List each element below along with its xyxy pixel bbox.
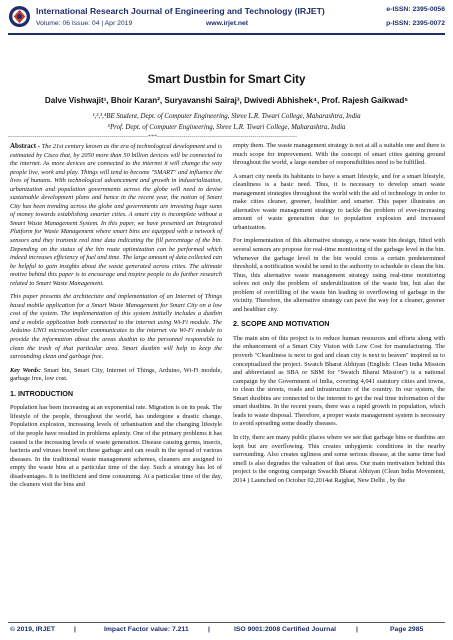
eissn: e-ISSN: 2395-0056 [386,6,445,13]
footer-separator: | [208,626,210,633]
abstract [10,142,222,288]
footer-page-number: Page 2985 [390,626,424,633]
paper-authors: Dalve Vishwajit¹, Bhoir Karan², Suryavanshi Sairaj³, Dwivedi Abhishek⁴, Prof. Rajesh Gaikwad⁵ [44,96,409,105]
body-paragraph-5: In city, there are many public places where we see that garbage bins or dustbins are kept but are overflowing. This creates unhygienic conditions in the nearby surrounding. Also creates ugliness and some serious disease, at the same time bad smell is also degrades the valuation of that area. Our main motivation behind this project is the ongoing campaign Swachh Bharat Abhiyan (Clean India Movement, 2014 ) Launched on October 02,2014at Rajghat, New Delhi , by the [233,433,445,484]
volume-info: Volume: 06 Issue: 04 | Apr 2019 [36,20,133,27]
paper-title: Smart Dustbin for Smart City [147,74,306,86]
body-paragraph-3: For implementation of this alternative strategy, a new waste bin design, fitted with several sensors are propose for real-time monitoring of the garbage level in the bin. Whenever the garbage level in the bin would cross a certain predetermined threshold, a notification would be send to the authority to schedule to clean the bin. Thus, this alternative waste management strategy using real-time monitoring solves not only the problem of underutilization of the waste bin, but also the problem of overfilling of the waste bin leading to overflowing of garbage in the vicinity. Therefore, the alternative strategy can pave the way for a cleaner, greener and healthier city. [233,237,445,313]
abstract-paragraph-2: This paper presents the architecture and implementation of an Internet of Things based mobile application for a Smart Waste Management for Smart City on a low cost of the system. The implementation of this system initially includes a dustbin and a mobile application both connected to the internet using Wi-Fi module. The Arduino UNO microcontroller communicates to the internet via Wi-Fi module to provide the information about the areas dustbin to the personnel responsible to clean the trash of that particular area. Smart dustbin will help to keep the surrounding clean and garbage free. [10,293,222,361]
footer-iso: ISO 9001:2008 Certified Journal [234,626,336,633]
right-column [233,142,445,490]
body-paragraph-1: empty them. The waste management strategy is not at all a suitable one and there is much scope for improvement. With the concept of smart cities gaining ground throughout the world, a large number of responsibilities need to be fulfilled. [233,142,445,167]
footer-impact-factor: Impact Factor value: 7.211 [104,626,189,633]
footer-divider [8,622,445,623]
abstract-text: The 21st century known as the era of technological development and is estimated by Cisco that, by 2050 more than 50 billion devices will be connected to the internet. As more devices are connected to the internet it will change the way people live, work and play. Things will tend to become "SMART" and influence the lives of humans. With technological advancement and growth in industrialization, urbanization and population governments across the globe will need to devise sustainable development plans and hence in the recent year, the notion of Smart City has been trending across the globe and governments are investing huge sums of money towards establishing smarter cities. A smart city is incomplete without a Smart Waste Management System. In this paper, we have presented an Integrated Platform for Waste Management where smart bins are equipped with a network of sensors and they transmit real time data indicating the fill percentage of the bin. Depending on the status of the bin route optimization can be performed which indeed increases efficiency of fuel and time. The large amount of data collected can be helpful to gain insights about the waste generated across cities. The ultimate motive behind this paper is to encourage and inspire people to do further research related to Smart Waste Management. [10,143,222,287]
body-paragraph-4: The main aim of this project is to reduce human resources and efforts along with the enhancement of a Smart City Vision with Low Cost for manufacturing. The proverb "Cleanliness is next to god and clean city is next to heaven" inspired us to conceptualized the project. Swatch Bharat Abhiyan (English: Clean India Mission and abbreviated as SBA or SBM for "Swatch Bharat Mission") is a national campaign by the Government of India, covering 4,041 statutory cities and towns, to clean the streets, roads and infrastructure of the country. In our system, the Smart dustbins are connected to the internet to get the real time information of the smart dustbins. In the recent years, there was a rapid growth in population, which leads to waste disposal. Therefore, a proper waste management system is necessary to avoid spreading some deadly diseases. [233,334,445,428]
header-divider [8,33,445,35]
footer-separator: | [74,626,76,633]
footer-copyright: © 2019, IRJET [10,626,56,633]
introduction-paragraph: Population has been increasing at an exponential rate. Migration is on its peak. The lifestyle of the people, throughout the world, has undergone a drastic change. Population explosion, increasing levels of urbanisation and the changing lifestyle of the people have resulted in problems aplenty. One of the primary problems it has caused is the increasing levels of waste generation. Disease causing germs, insects, bacteria and viruses breed on these garbage and can result in the spread of various diseases. In the traditional waste management schemes, cleaners are assigned to empty the waste bins at a particular time of the day. Such a strategy has lot of disadvantages. It is inefficient and time consuming. At a particular time of the day, the cleaners visit the bins and [10,404,222,489]
journal-meta [36,20,249,27]
affiliation-professor: ⁵Prof. Dept. of Computer Engineering, Shree L.R. Tiwari College, Maharashtra, India [107,124,346,131]
journal-url[interactable]: www.irjet.net [206,20,249,27]
keywords-text: Smart bin, Smart City, Internet of Things, Arduino, Wi-Fi module, garbage free, low cost. [10,366,222,383]
keywords [10,367,222,384]
abstract-label: Abstract - [10,142,41,150]
body-paragraph-2: A smart city needs its habitants to have a smart lifestyle, and for a smart lifestyle, cleanliness is a basic need. Thus, it is necessary to develop smart waste management strategies throughout the world with the aid of technology in order to make cities cleaner, greener, healthier and smarter. This paper illustrates an alternative waste management strategy to tackle the problem of ever-increasing amount of waste generation due to population explosion and increased urbanization. [233,172,445,231]
section-heading-scope: 2. SCOPE AND MOTIVATION [233,319,330,329]
section-heading-introduction: 1. INTRODUCTION [10,388,74,398]
irjet-logo-icon [8,5,31,28]
keywords-label: Key Words: [10,366,42,374]
pissn: p-ISSN: 2395-0072 [386,20,445,27]
footer-separator: | [356,626,358,633]
journal-name: International Research Journal of Engineering and Technology (IRJET) [36,6,325,16]
left-column [10,142,222,495]
section-separator: ---------------------------------------------------------------------***--------------------------------------------------------------------- [8,134,298,140]
affiliation-students: ¹,²,³,⁴BE Student, Dept. of Computer Engineering, Shree L.R. Tiwari College, Maharashtra, India [92,113,361,120]
